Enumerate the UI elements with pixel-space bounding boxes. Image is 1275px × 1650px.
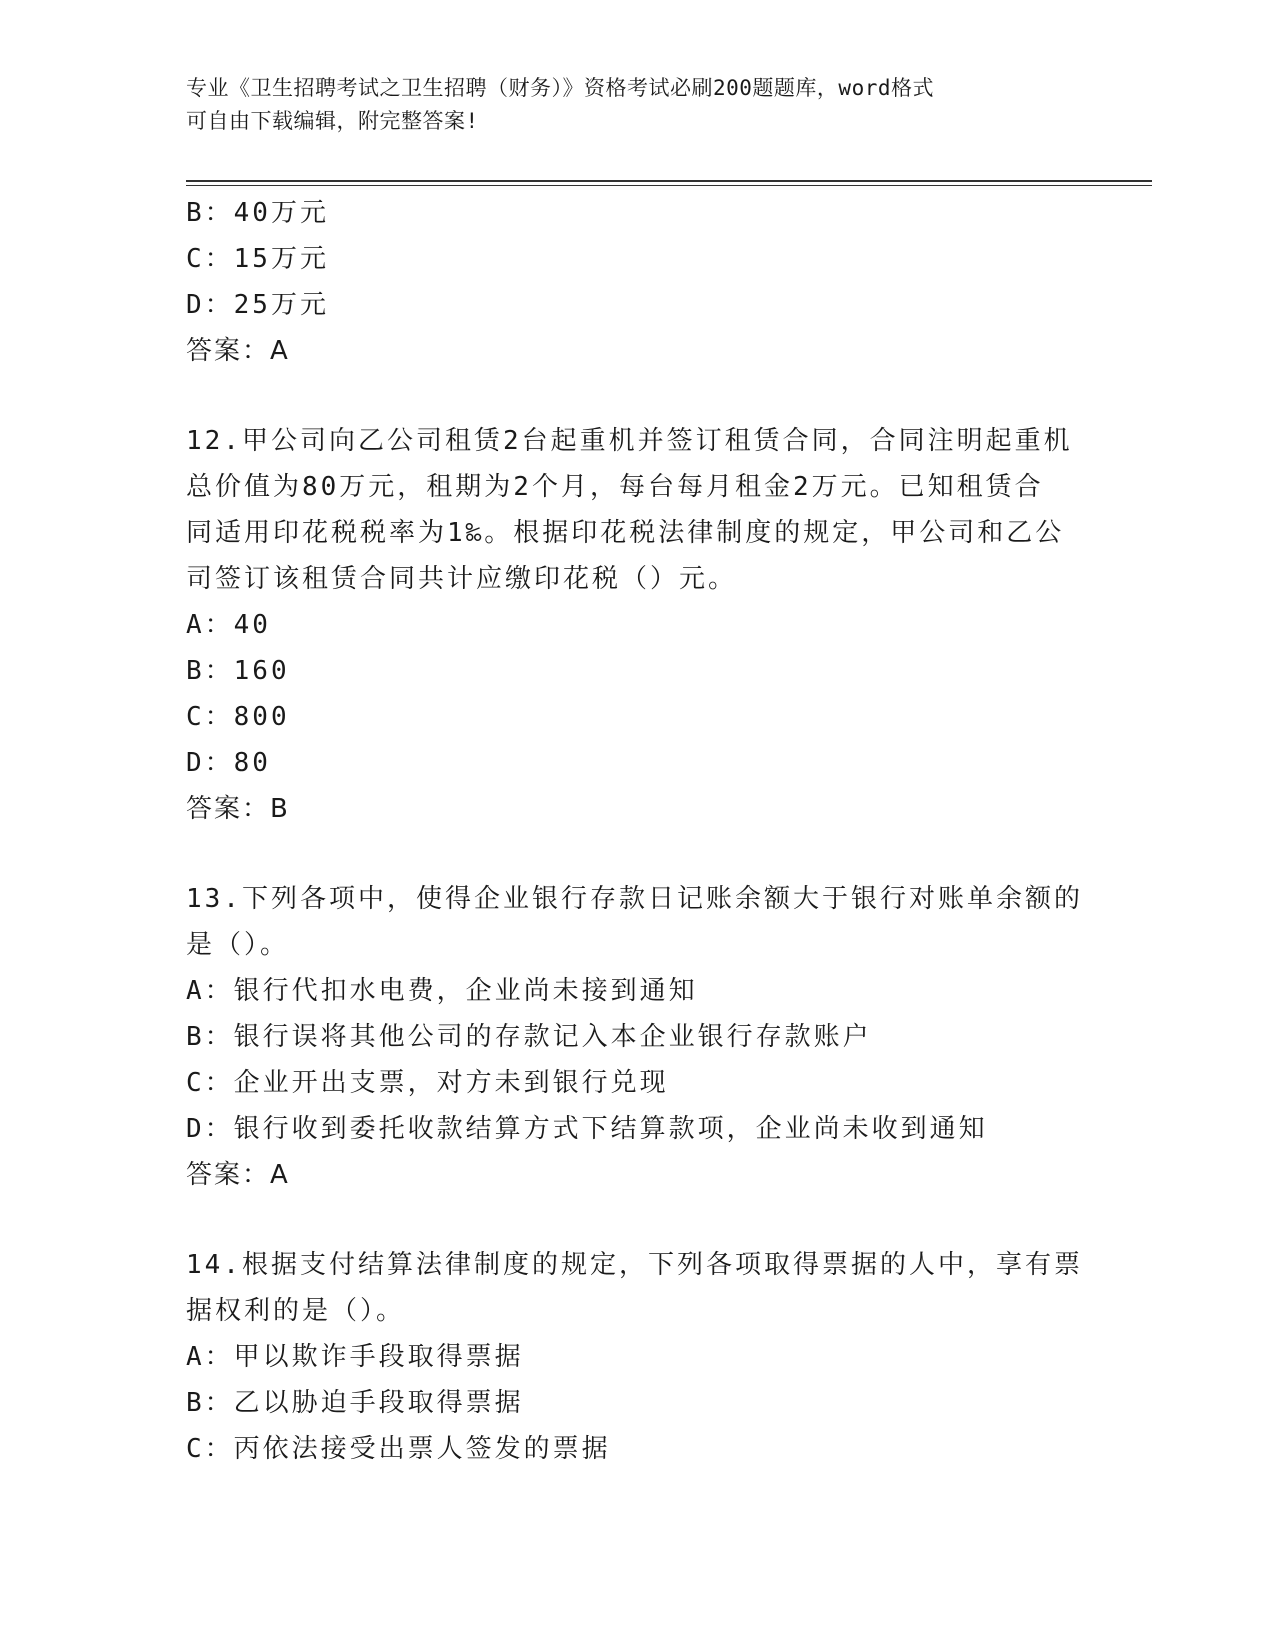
spacer bbox=[186, 374, 1086, 418]
question-13 bbox=[186, 876, 1086, 1198]
question-14 bbox=[186, 1242, 1086, 1472]
question-11-continuation bbox=[186, 190, 1086, 374]
option-c: C：15万元 bbox=[186, 244, 329, 274]
option-c: C：企业开出支票，对方未到银行兑现 bbox=[186, 1068, 669, 1098]
question-stem-line: 是（）。 bbox=[186, 930, 290, 960]
answer-line: 答案：A bbox=[186, 1160, 290, 1190]
question-stem-line: 12.甲公司向乙公司租赁2台起重机并签订租赁合同，合同注明起重机 bbox=[186, 426, 1073, 456]
spacer bbox=[186, 1198, 1086, 1242]
option-c: C：丙依法接受出票人签发的票据 bbox=[186, 1434, 611, 1464]
question-stem-line: 司签订该租赁合同共计应缴印花税（）元。 bbox=[186, 564, 738, 594]
header-title-line-2: 可自由下载编辑，附完整答案! bbox=[186, 109, 479, 133]
option-c: C：800 bbox=[186, 702, 290, 732]
page-header bbox=[186, 72, 1086, 138]
option-a: A：银行代扣水电费，企业尚未接到通知 bbox=[186, 976, 698, 1006]
option-a: A：甲以欺诈手段取得票据 bbox=[186, 1342, 524, 1372]
question-12 bbox=[186, 418, 1086, 832]
question-stem-line: 同适用印花税税率为1‰。根据印花税法律制度的规定，甲公司和乙公 bbox=[186, 518, 1065, 548]
header-title-line-1: 专业《卫生招聘考试之卫生招聘（财务）》资格考试必刷200题题库，word格式 bbox=[186, 76, 934, 100]
header-divider-thin bbox=[186, 185, 1152, 186]
question-stem-line: 总价值为80万元，租期为2个月，每台每月租金2万元。已知租赁合 bbox=[186, 472, 1044, 502]
option-b: B：银行误将其他公司的存款记入本企业银行存款账户 bbox=[186, 1022, 872, 1052]
option-d: D：80 bbox=[186, 748, 271, 778]
option-a: A：40 bbox=[186, 610, 271, 640]
question-content bbox=[186, 190, 1086, 1472]
question-stem-line: 13.下列各项中，使得企业银行存款日记账余额大于银行对账单余额的 bbox=[186, 884, 1083, 914]
answer-line: 答案：B bbox=[186, 794, 290, 824]
option-d: D：25万元 bbox=[186, 290, 329, 320]
spacer bbox=[186, 832, 1086, 876]
answer-line: 答案：A bbox=[186, 336, 290, 366]
option-b: B：40万元 bbox=[186, 198, 329, 228]
option-b: B：乙以胁迫手段取得票据 bbox=[186, 1388, 524, 1418]
option-d: D：银行收到委托收款结算方式下结算款项，企业尚未收到通知 bbox=[186, 1114, 988, 1144]
option-b: B：160 bbox=[186, 656, 290, 686]
header-divider bbox=[186, 180, 1152, 182]
question-stem-line: 14.根据支付结算法律制度的规定，下列各项取得票据的人中，享有票 bbox=[186, 1250, 1083, 1280]
question-stem-line: 据权利的是（）。 bbox=[186, 1296, 406, 1326]
